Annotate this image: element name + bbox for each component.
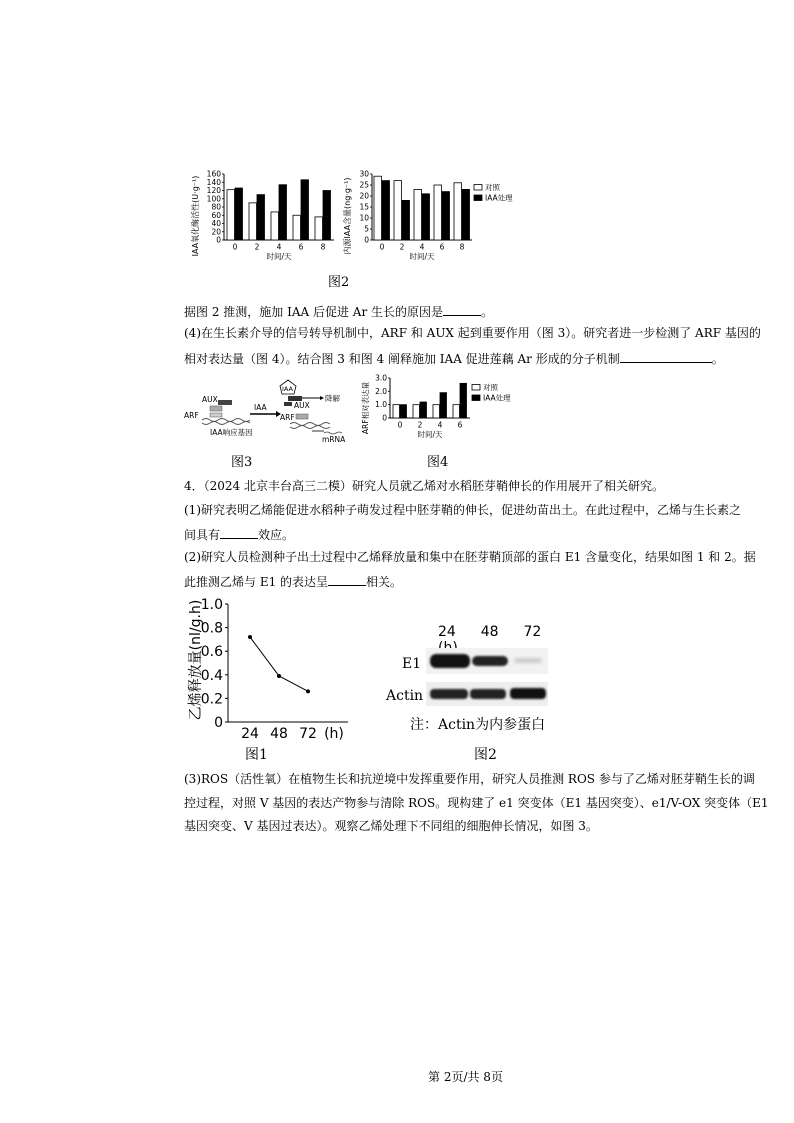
- legend-swatch: [472, 395, 480, 401]
- y-axis-label: IAA氧化酶活性(U·g⁻¹): [191, 175, 200, 257]
- arf-protein-active: [296, 414, 308, 419]
- y-tick-label: 5: [364, 224, 369, 234]
- bar-iaa: [323, 191, 331, 241]
- problem4-line1: 4．（2024 北京丰台高三二模）研究人员就乙烯对水稻胚芽鞘伸长的作用展开了相关研究。: [184, 479, 664, 493]
- answer-blank: [443, 303, 481, 316]
- y-tick-label: 3.0: [375, 373, 387, 383]
- x-axis-label: 时间/天: [266, 252, 292, 261]
- iaa-box-label: IAA: [282, 385, 293, 393]
- bar-iaa: [279, 185, 287, 240]
- y-tick-label: 0: [216, 235, 221, 245]
- bar-iaa: [400, 405, 407, 418]
- arf2-label: ARF: [280, 413, 295, 422]
- iaa-gene-label: IAA响应基因: [210, 428, 253, 437]
- legend-label: 对照: [485, 183, 500, 192]
- data-point: [306, 689, 310, 693]
- arf-protein: [210, 406, 222, 411]
- y-tick-label: 30: [359, 169, 369, 179]
- answer-blank: [328, 573, 366, 586]
- p1-line2: 间具有 效应。: [184, 528, 295, 542]
- y-tick-label: 25: [359, 180, 369, 190]
- legend-label: IAA处理: [483, 393, 511, 403]
- x-tick-label: 0: [379, 242, 385, 252]
- data-point: [248, 635, 252, 639]
- y-tick-label: 2.0: [375, 386, 387, 396]
- fig4-caption: 图4: [427, 455, 449, 470]
- x-tick-label: 0: [232, 242, 238, 252]
- e1-label: E1: [402, 656, 422, 672]
- actin-label: Actin: [386, 688, 424, 704]
- e1-band-24: [430, 654, 470, 668]
- x-tick-label: 8: [320, 242, 326, 252]
- bar-iaa: [402, 200, 410, 240]
- x-axis-label: 时间/天: [417, 430, 443, 439]
- mrna-squiggle: [324, 432, 342, 434]
- x-tick-label: 72: [299, 726, 317, 742]
- p3-line3: 基因突变、V 基因过表达）。观察乙烯处理下不同组的细胞伸长情况，如图 3。: [184, 819, 598, 833]
- dna-strand-2: [202, 422, 250, 425]
- y-tick-label: 0.6: [200, 644, 223, 661]
- e1-band-48: [472, 656, 508, 666]
- y-tick-label: 0.2: [200, 691, 223, 708]
- fig2-bottom-caption: 图2: [474, 747, 497, 763]
- page-footer: 第 2页/共 8页: [428, 1070, 503, 1084]
- bar-control: [454, 183, 462, 240]
- x-tick-label: 2: [417, 420, 423, 430]
- y-tick-label: 10: [359, 213, 369, 223]
- y-tick-label: 1.0: [200, 597, 223, 613]
- degrade-label: 降解: [325, 394, 340, 403]
- actin-blot-strip: [426, 682, 548, 706]
- aux-protein: [218, 400, 232, 405]
- fig1-line-chart: [184, 594, 364, 744]
- bar-control: [434, 185, 442, 240]
- y-tick-label: 0.4: [200, 667, 223, 684]
- y-tick-label: 20: [359, 191, 369, 201]
- bar-control: [433, 405, 440, 418]
- y-tick-label: 20: [211, 227, 221, 237]
- x-unit-label: (h): [324, 726, 344, 742]
- actin-band-48: [470, 689, 506, 699]
- y-axis-label: 内源IAA含量(ng·g⁻¹): [343, 177, 352, 255]
- y-tick-label: 60: [211, 210, 221, 220]
- bar-control: [293, 215, 301, 240]
- bar-iaa: [422, 194, 430, 240]
- bar-control: [453, 405, 460, 418]
- x-tick-label: 4: [276, 242, 282, 252]
- bar-iaa: [462, 189, 470, 240]
- time-72: 72: [523, 624, 542, 640]
- legend-swatch: [474, 185, 482, 191]
- q4-line1: (4)在生长素介导的信号转导机制中，ARF 和 AUX 起到重要作用（图 3）。研究者进一步检测了 ARF 基因的: [184, 326, 761, 340]
- x-tick-label: 2: [399, 242, 405, 252]
- western-blot: [380, 622, 560, 742]
- bar-control: [393, 405, 400, 418]
- data-point: [277, 674, 281, 678]
- degrade-arrow-head: [320, 396, 324, 400]
- x-tick-label: 0: [397, 420, 403, 430]
- time-48: 48: [480, 624, 499, 640]
- y-tick-label: 80: [211, 202, 221, 212]
- p3-line1: (3)ROS（活性氧）在植物生长和抗逆境中发挥重要作用，研究人员推测 ROS 参与了乙烯对胚芽鞘生长的调: [184, 772, 755, 786]
- answer-blank: [620, 350, 712, 363]
- bar-control: [374, 176, 382, 240]
- bar-iaa: [382, 181, 390, 240]
- blot-note: 注：Actin为内参蛋白: [410, 717, 546, 733]
- fig1-caption: 图1: [245, 747, 268, 763]
- y-tick-label: 0: [382, 413, 387, 423]
- y-axis-label: 乙烯释放量(nl/g.h): [188, 599, 204, 721]
- y-tick-label: 40: [211, 219, 221, 228]
- arf-label: ARF: [184, 411, 199, 420]
- dna-strand-active-2: [290, 426, 330, 429]
- series-line: [250, 637, 308, 691]
- legend-label: 对照: [483, 383, 498, 392]
- q3-tail: 据图 2 推测，施加 IAA 后促进 Ar 生长的原因是 。: [184, 305, 494, 319]
- bar-iaa: [301, 180, 309, 240]
- arf-protein-2: [210, 413, 222, 417]
- fig2-top-caption: 图2: [328, 275, 350, 290]
- x-tick-label: 24: [241, 726, 259, 742]
- e1-band-72: [514, 658, 542, 663]
- bar-control: [413, 405, 420, 418]
- x-tick-label: 6: [439, 242, 445, 252]
- y-tick-label: 160: [206, 169, 221, 179]
- dna-strand: [202, 419, 250, 422]
- y-tick-label: 140: [206, 177, 221, 187]
- bar-iaa: [257, 195, 265, 240]
- legend-swatch: [474, 195, 482, 201]
- fig4-chart: [360, 372, 520, 448]
- x-tick-label: 8: [459, 242, 465, 252]
- answer-blank: [220, 526, 258, 539]
- bar-iaa: [420, 402, 427, 418]
- y-tick-label: 0.8: [200, 620, 223, 637]
- y-axis-label: ARF相对表达量: [361, 381, 370, 435]
- x-axis-label: 时间/天: [409, 252, 435, 261]
- x-tick-label: 48: [270, 726, 288, 742]
- dna-strand-active: [290, 423, 330, 426]
- y-tick-label: 100: [206, 194, 221, 204]
- q4-line2: 相对表达量（图 4）。结合图 3 和图 4 阐释施加 IAA 促进莲藕 Ar 形成的分子机制 。: [184, 352, 724, 366]
- bar-iaa: [440, 393, 447, 418]
- fig3-schematic: [184, 378, 364, 448]
- bar-control: [227, 190, 235, 240]
- legend-swatch: [472, 385, 480, 391]
- bar-iaa: [235, 188, 243, 240]
- bar-control: [315, 217, 323, 240]
- y-tick-label: 15: [359, 202, 369, 212]
- aux-small: [284, 402, 292, 406]
- y-tick-label: 1.0: [375, 400, 387, 410]
- p1-line1: (1)研究表明乙烯能促进水稻种子萌发过程中胚芽鞘的伸长，促进幼苗出土。在此过程中，乙烯与生长素之: [184, 503, 742, 517]
- y-tick-label: 0: [364, 235, 369, 245]
- x-tick-label: 6: [298, 242, 304, 252]
- time-24: 24: [438, 624, 456, 640]
- bar-control: [249, 203, 257, 240]
- bar-control: [271, 212, 279, 240]
- p2-line2: 此推测乙烯与 E1 的表达呈 相关。: [184, 575, 403, 589]
- x-tick-label: 2: [254, 242, 260, 252]
- aux-label: AUX: [202, 395, 218, 404]
- fig2-top-chart-right: [340, 168, 540, 266]
- mrna-label: mRNA: [322, 435, 346, 444]
- fig3-caption: 图3: [231, 455, 253, 470]
- legend-label: IAA处理: [485, 193, 513, 203]
- bar-control: [394, 181, 402, 240]
- aux2-label: AUX: [294, 401, 310, 410]
- actin-band-24: [430, 689, 468, 699]
- actin-band-72: [510, 688, 546, 699]
- p2-line1: (2)研究人员检测种子出土过程中乙烯释放量和集中在胚芽鞘顶部的蛋白 E1 含量变化，结果如图 1 和 2。据: [184, 550, 756, 564]
- iaa-arrow-label: IAA: [254, 403, 267, 412]
- bar-iaa: [460, 383, 467, 418]
- p3-line2: 控过程，对照 V 基因的表达产物参与清除 ROS。现构建了 e1 突变体（E1 基因突变）、e1/V-OX 突变体（E1: [184, 796, 769, 810]
- x-tick-label: 4: [437, 420, 443, 430]
- bar-iaa: [442, 192, 450, 240]
- y-tick-label: 120: [206, 186, 221, 195]
- bar-control: [414, 189, 422, 240]
- x-tick-label: 4: [419, 242, 425, 252]
- y-tick-label: 0: [214, 715, 223, 731]
- e1-blot-strip: [426, 648, 548, 674]
- x-tick-label: 6: [457, 420, 463, 430]
